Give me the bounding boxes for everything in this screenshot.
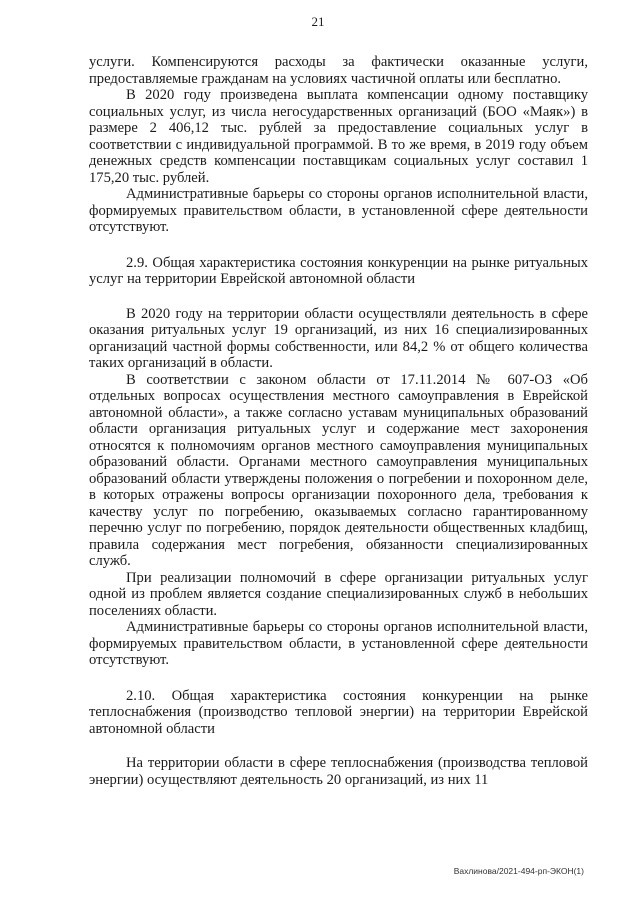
section-heading-2-10: 2.10. Общая характеристика состояния конкуренции на рынке теплоснабжения (производство тепловой энергии) на территории Еврейской автономной области <box>89 687 588 737</box>
paragraph-compensation-2020: В 2020 году произведена выплата компенсации одному поставщику социальных услуг, из числа негосударственных организаций (БОО «Маяк») в размере 2 406,12 тыс. рублей за предоставление социальных услуг в соответствии с индивидуальной программой. В то же время, в 2019 году объем денежных средств компенсации поставщикам социальных услуг составил 1 175,20 тыс. рублей. <box>89 87 588 186</box>
paragraph-ritual-problems: При реализации полномочий в сфере организации ритуальных услуг одной из проблем является создание специализированных служб в небольших поселениях области. <box>89 569 588 619</box>
paragraph-barriers-social: Административные барьеры со стороны органов исполнительной власти, формируемых правительством области, в установленной сфере деятельности отсутствуют. <box>89 186 588 235</box>
paragraph-ritual-law: В соответствии с законом области от 17.11.2014 № 607-ОЗ «Об отдельных вопросах осуществления местного самоуправления в Еврейской автономной области», а также согласно уставам муниципальных образований области организация ритуальных услуг и содержание мест захоронения относятся к полномочиям органов местного самоуправления муниципальных образований области. Органами местного самоуправления муниципальных образований области утверждены положения о погребении и похоронном деле, в которых отражены вопросы организации похоронного дела, требования к качеству услуг по погребению, оказываемых согласно гарантированному перечню услуг по погребению, порядок деятельности общественных кладбищ, правила содержания мест погребения, обязанности специализированных служб. <box>89 371 588 569</box>
paragraph-barriers-ritual: Административные барьеры со стороны органов исполнительной власти, формируемых правительством области, в установленной сфере деятельности отсутствуют. <box>89 619 588 668</box>
document-body <box>89 54 588 788</box>
paragraph-continuation: услуги. Компенсируются расходы за фактически оказанные услуги, предоставляемые гражданам на условиях частичной оплаты или бесплатно. <box>89 54 588 87</box>
paragraph-heat-supply: На территории области в сфере теплоснабжения (производства тепловой энергии) осуществляют деятельность 20 организаций, из них 11 <box>89 755 588 788</box>
page-number: 21 <box>311 14 325 29</box>
section-heading-2-9: 2.9. Общая характеристика состояния конкуренции на рынке ритуальных услуг на территории Еврейской автономной области <box>89 254 588 287</box>
paragraph-ritual-organizations: В 2020 году на территории области осуществляли деятельность в сфере оказания ритуальных услуг 19 организаций, из них 16 специализированных организаций частной формы собственности, или 84,2 % от общего количества таких организаций в области. <box>89 305 588 371</box>
document-footer-code: Вахлинова/2021-494-рп-ЭКОН(1) <box>453 866 584 876</box>
